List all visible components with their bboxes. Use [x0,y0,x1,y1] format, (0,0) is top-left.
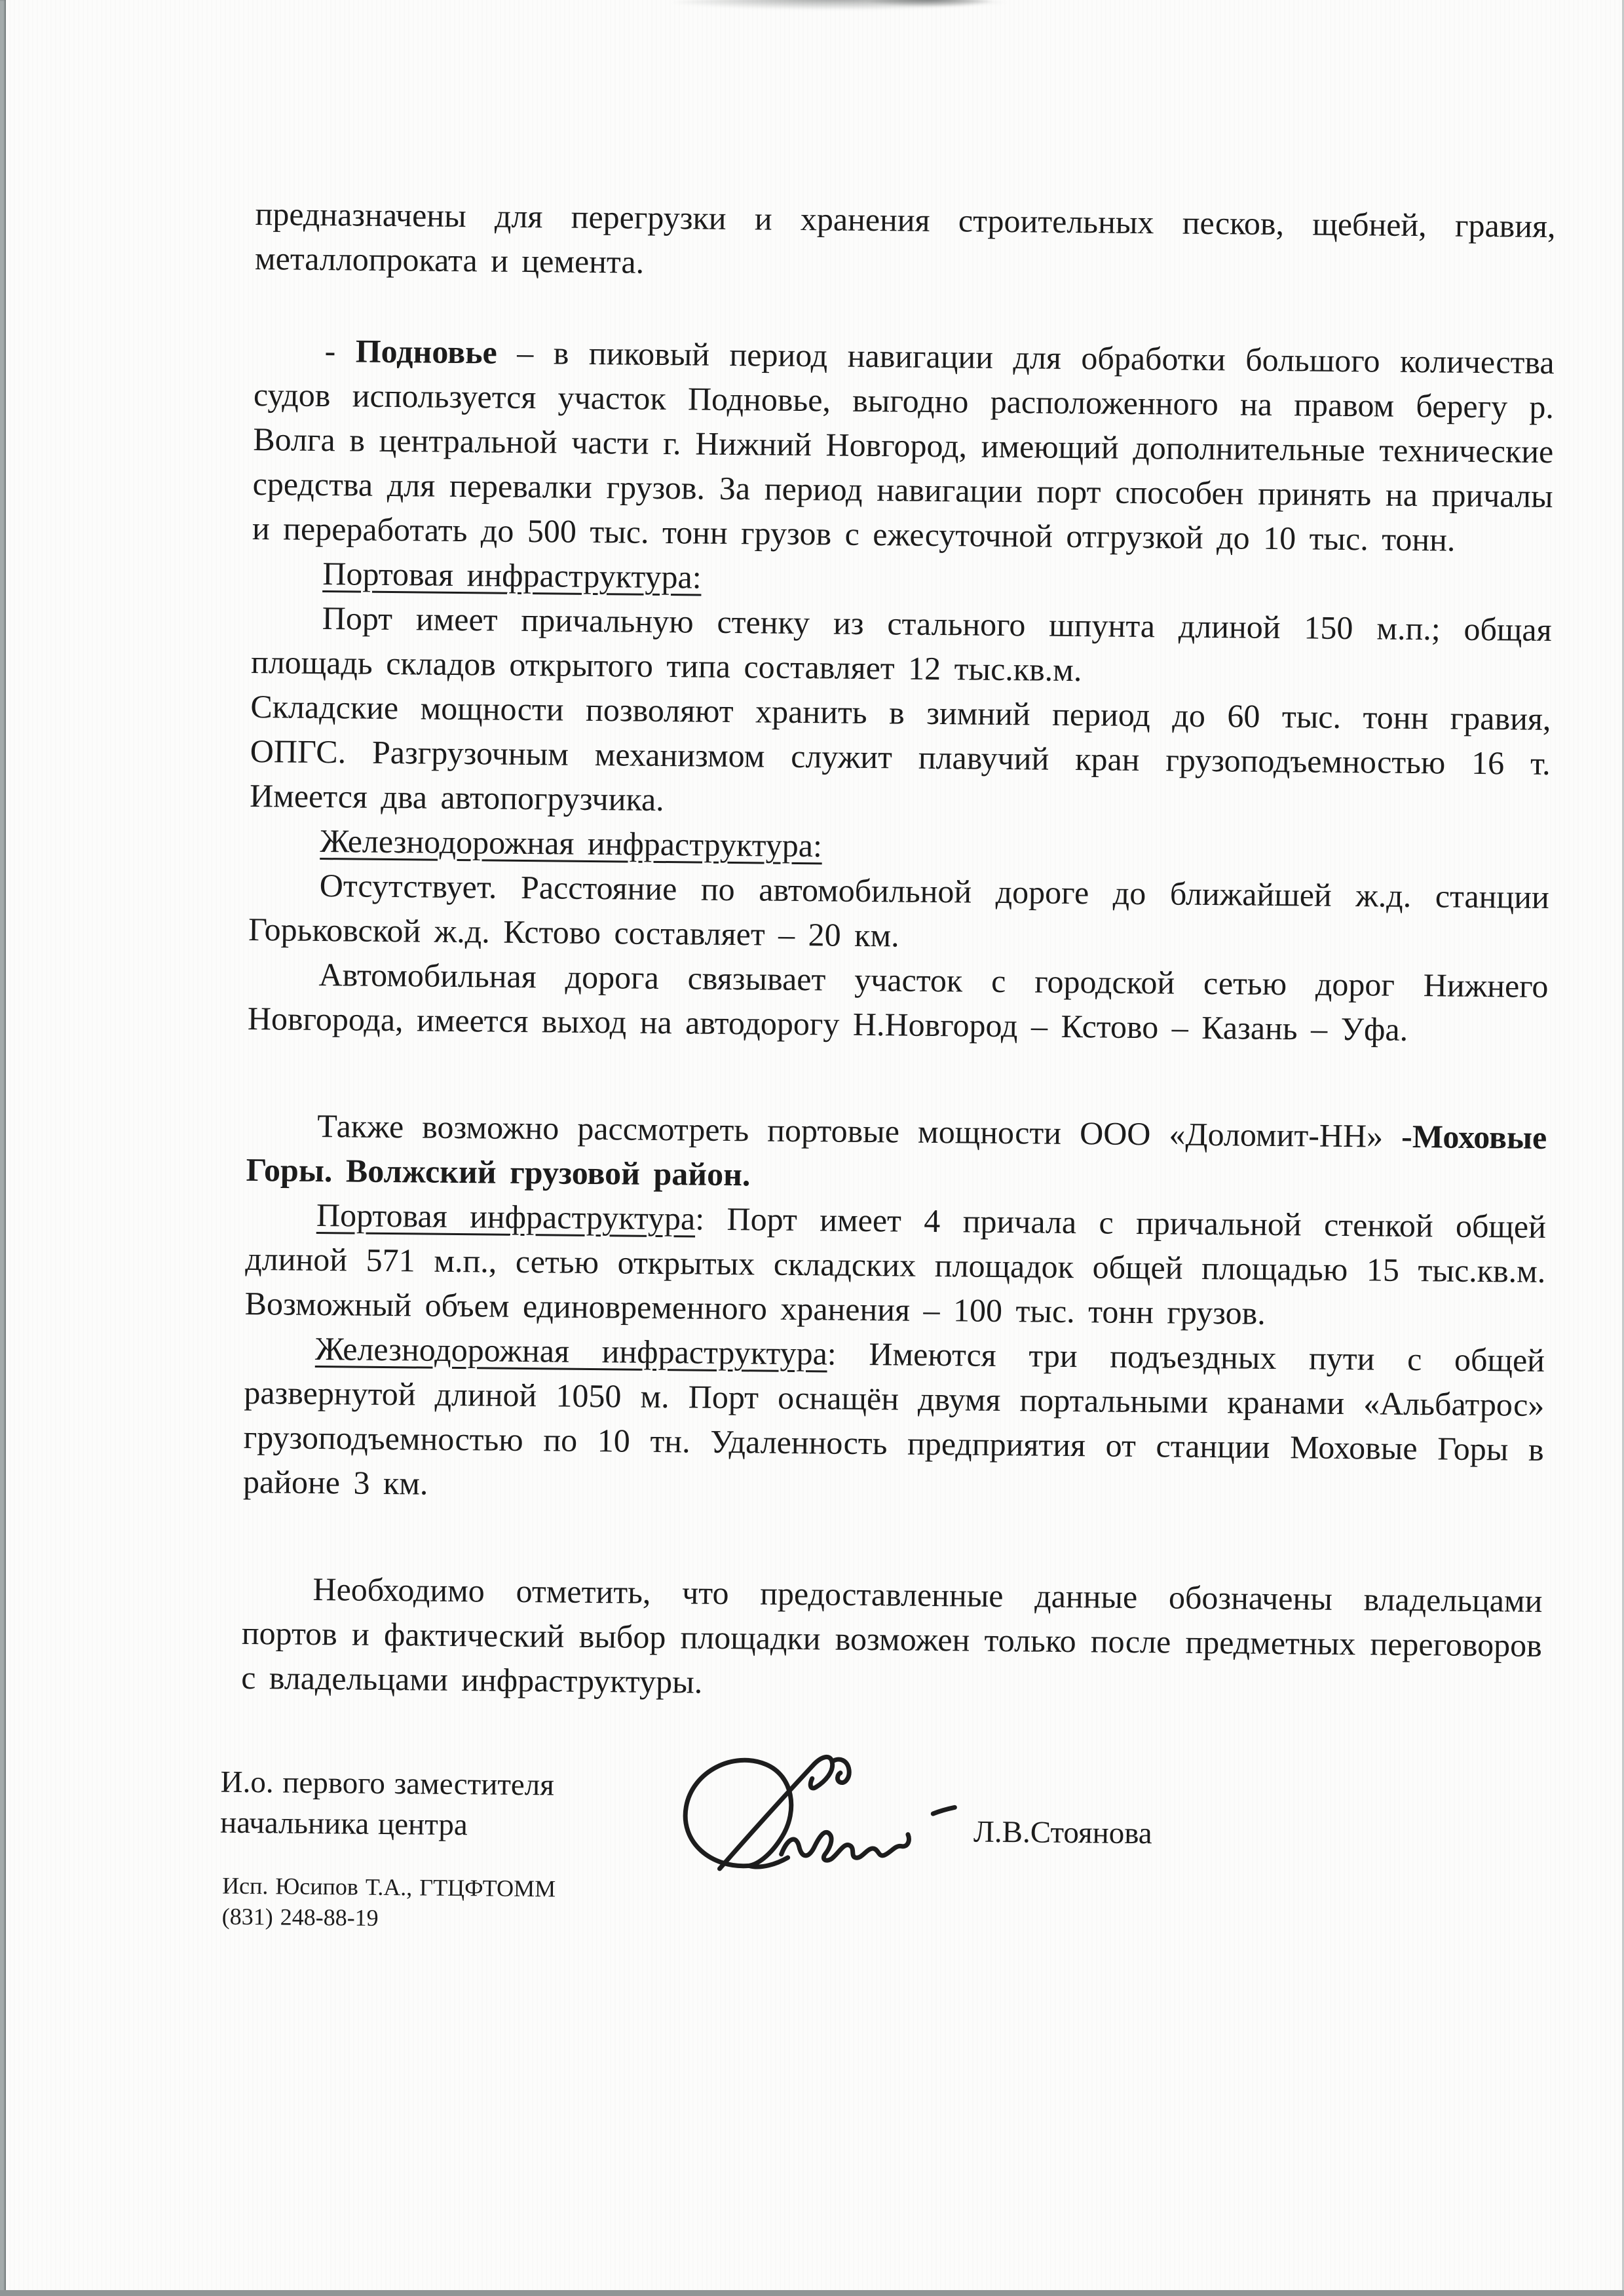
letter-body [219,191,1556,1945]
scan-edge-bottom [0,2290,1624,2296]
document-paragraphs [241,191,1556,1712]
text-run: Также возможно рассмотреть портовые мощности ООО «Доломит-НН» [317,1107,1402,1155]
text-run: Подновье [355,332,498,371]
text-run: – в пиковый период навигации для обработки большого количества судов используется участок Подновье, выгодно расположенного на правом берегу р. Волга в центральной части г. Нижний Новгород, имеющий дополнительные технические средства для перевалки грузов. За период навигации порт способен принять на причалы и переработать до 500 тыс. тонн грузов с ежесуточной отгрузкой до 10 тыс. тонн. [252,334,1555,558]
paragraph [244,1192,1546,1338]
text-run: Складские мощности позволяют хранить в зимний период до 60 тыс. тонн гравия, ОПГС. Разгрузочным механизмом служит плавучий кран грузоподъемностью 16 т. Имеется два автопогрузчика. [249,687,1551,818]
signer-position-line1: И.о. первого заместителя [220,1765,555,1803]
paragraph [246,1103,1547,1204]
text-run: Портовая инфраструктура: [322,555,702,596]
paragraph [248,862,1549,964]
text-run: - [324,332,356,370]
text-run: : Имеются три подъездных пути с общей развернутой длиной 1050 м. Порт оснащён двумя портальными кранами «Альбатрос» грузоподъемностью по 10 тн. Удаленность предприятия от станции Моховые Горы в районе 3 км. [242,1335,1545,1502]
text-run: Необходимо отметить, что предоставленные данные обозначены владельцами портов и фактический выбор площадки возможен только после предметных переговоров с владельцами инфраструктуры. [240,1570,1543,1700]
text-run: Порт имеет причальную стенку из стального шпунта длиной 150 м.п.; общая площадь складов открытого типа составляет 12 тыс.кв.м. [250,600,1552,689]
handwritten-signature [652,1746,961,1881]
paragraph [252,328,1555,563]
text-run: Автомобильная дорога связывает участок с городской сетью дорог Нижнего Новгорода, имеется выход на автодорогу Н.Новгород – Кстово – Казань – Уфа. [247,955,1549,1048]
scan-edge-left [0,0,6,2296]
text-run: предназначены для перегрузки и хранения строительных песков, щебней, гравия, металлопроката и цемента. [254,195,1556,280]
signature-block [219,1762,1541,1873]
signer-position [220,1762,554,1846]
paragraph [243,1326,1545,1516]
paragraph [250,684,1551,830]
signer-name: Л.В.Стоянова [973,1814,1152,1851]
text-run: Железнодорожная инфраструктура: [320,822,823,864]
paragraph [251,595,1552,697]
executor-footer [221,1871,1539,1945]
paragraph [241,1566,1543,1712]
text-run: Железнодорожная инфраструктура [314,1330,828,1372]
text-run: : Порт имеет 4 причала с причальной стенкой общей длиной 571 м.п., сетью открытых складских площадок общей площадью 15 тыс.кв.м. Возможный объем единовременного хранения – 100 тыс. тонн грузов. [244,1200,1547,1331]
text-run: Портовая инфраструктура [316,1196,696,1237]
executor-phone: (831) 248-88-19 [221,1903,379,1931]
executor-line: Исп. Юсипов Т.А., ГТЦФТОММ [221,1872,556,1902]
text-run: -Моховые Горы. Волжский грузовой район. [246,1117,1547,1193]
text-run: Отсутствует. Расстояние по автомобильной дороге до ближайшей ж.д. станции Горьковской ж.д. Кстово составляет – 20 км. [248,866,1550,954]
paragraph [255,191,1556,293]
signer-position-line2: начальника центра [219,1805,468,1843]
paragraph [248,951,1549,1053]
